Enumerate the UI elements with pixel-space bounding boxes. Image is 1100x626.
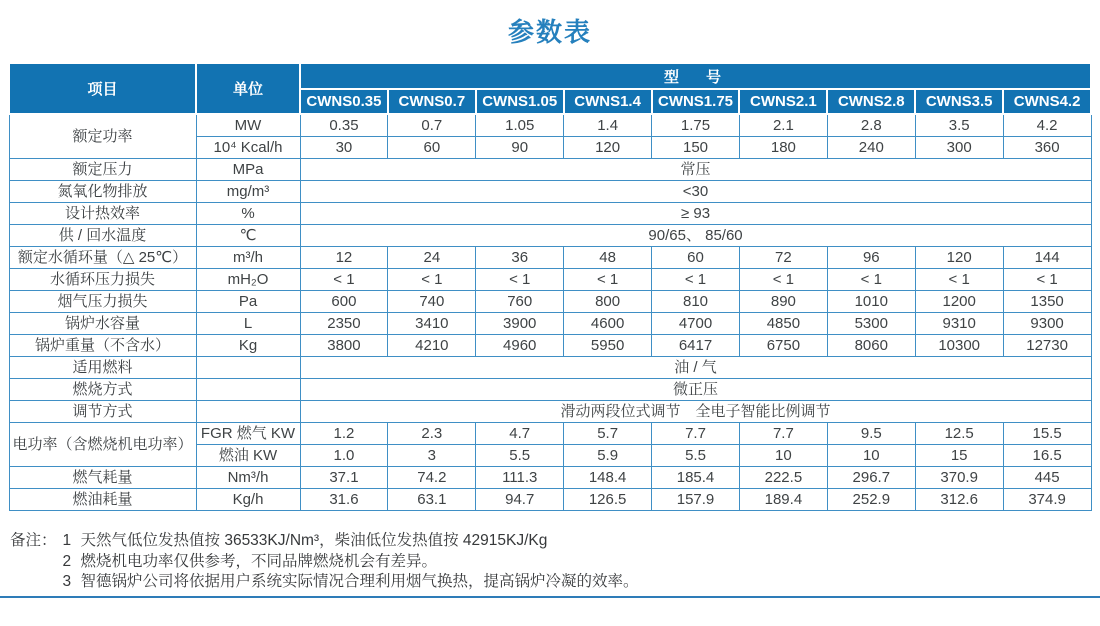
- merged-value-cell: 微正压: [300, 379, 1091, 401]
- unit-cell: 燃油 KW: [196, 445, 300, 467]
- value-cell: 12.5: [915, 423, 1003, 445]
- value-cell: 3.5: [915, 114, 1003, 137]
- value-cell: 9300: [1003, 313, 1091, 335]
- value-cell: 240: [827, 137, 915, 159]
- value-cell: < 1: [915, 269, 1003, 291]
- value-cell: 10300: [915, 335, 1003, 357]
- value-cell: < 1: [388, 269, 476, 291]
- unit-cell: [196, 357, 300, 379]
- value-cell: 7.7: [739, 423, 827, 445]
- table-row: [9, 467, 1091, 489]
- value-cell: 74.2: [388, 467, 476, 489]
- value-cell: 740: [388, 291, 476, 313]
- model-header-cell: CWNS2.8: [827, 89, 915, 114]
- value-cell: 31.6: [300, 489, 388, 511]
- value-cell: 312.6: [915, 489, 1003, 511]
- row-label: 调节方式: [9, 401, 196, 423]
- value-cell: 2.3: [388, 423, 476, 445]
- unit-cell: L: [196, 313, 300, 335]
- model-header-cell: CWNS1.4: [564, 89, 652, 114]
- value-cell: 157.9: [652, 489, 740, 511]
- merged-value-cell: 90/65、 85/60: [300, 225, 1091, 247]
- note-item: [63, 572, 639, 593]
- value-cell: 360: [1003, 137, 1091, 159]
- unit-cell: ℃: [196, 225, 300, 247]
- row-label: 额定功率: [9, 114, 196, 159]
- value-cell: 12: [300, 247, 388, 269]
- value-cell: 16.5: [1003, 445, 1091, 467]
- value-cell: 1.2: [300, 423, 388, 445]
- value-cell: 4960: [476, 335, 564, 357]
- value-cell: 0.7: [388, 114, 476, 137]
- page-title: 参数表: [507, 17, 592, 47]
- value-cell: 30: [300, 137, 388, 159]
- unit-cell: 10⁴ Kcal/h: [196, 137, 300, 159]
- value-cell: 15.5: [1003, 423, 1091, 445]
- value-cell: 90: [476, 137, 564, 159]
- unit-cell: Kg: [196, 335, 300, 357]
- note-number: 1: [62, 532, 72, 549]
- value-cell: 1.05: [476, 114, 564, 137]
- value-cell: 1.75: [652, 114, 740, 137]
- table-row: [9, 181, 1091, 203]
- value-cell: 800: [564, 291, 652, 313]
- table-row: [9, 313, 1091, 335]
- table-row: [9, 225, 1091, 247]
- value-cell: 1350: [1003, 291, 1091, 313]
- value-cell: 445: [1003, 467, 1091, 489]
- unit-cell: Kg/h: [196, 489, 300, 511]
- value-cell: 4600: [564, 313, 652, 335]
- value-cell: 12730: [1003, 335, 1091, 357]
- value-cell: 189.4: [739, 489, 827, 511]
- merged-value-cell: 油 / 气: [300, 357, 1091, 379]
- table-row: [9, 269, 1091, 291]
- value-cell: 1200: [915, 291, 1003, 313]
- value-cell: 48: [564, 247, 652, 269]
- value-cell: 2.8: [827, 114, 915, 137]
- value-cell: 6417: [652, 335, 740, 357]
- header-item: 项目: [9, 63, 196, 114]
- value-cell: 4210: [388, 335, 476, 357]
- unit-cell: MPa: [196, 159, 300, 181]
- value-cell: 5.7: [564, 423, 652, 445]
- unit-cell: MW: [196, 114, 300, 137]
- value-cell: 4850: [739, 313, 827, 335]
- model-header-cell: CWNS0.7: [388, 89, 476, 114]
- model-header-cell: CWNS3.5: [915, 89, 1003, 114]
- value-cell: 10: [739, 445, 827, 467]
- value-cell: 810: [652, 291, 740, 313]
- note-text: 燃烧机电功率仅供参考，不同品牌燃烧机会有差异。: [80, 552, 438, 570]
- value-cell: 24: [388, 247, 476, 269]
- table-row: [9, 114, 1091, 137]
- value-cell: 60: [388, 137, 476, 159]
- table-header: [9, 63, 1091, 114]
- value-cell: 252.9: [827, 489, 915, 511]
- header-model-group: 型 号: [300, 63, 1091, 89]
- value-cell: < 1: [300, 269, 388, 291]
- table-row: [9, 159, 1091, 181]
- table-row: [9, 335, 1091, 357]
- value-cell: 72: [739, 247, 827, 269]
- row-label: 烟气压力损失: [9, 291, 196, 313]
- value-cell: < 1: [739, 269, 827, 291]
- model-header-cell: CWNS4.2: [1003, 89, 1091, 114]
- bottom-divider: [0, 596, 1100, 598]
- value-cell: < 1: [652, 269, 740, 291]
- value-cell: 600: [300, 291, 388, 313]
- table-row: [9, 489, 1091, 511]
- value-cell: 3900: [476, 313, 564, 335]
- value-cell: < 1: [564, 269, 652, 291]
- notes-prefix: 备注：: [10, 532, 57, 549]
- value-cell: 6750: [739, 335, 827, 357]
- value-cell: 15: [915, 445, 1003, 467]
- value-cell: 3800: [300, 335, 388, 357]
- value-cell: 144: [1003, 247, 1091, 269]
- value-cell: 7.7: [652, 423, 740, 445]
- value-cell: 0.35: [300, 114, 388, 137]
- value-cell: 148.4: [564, 467, 652, 489]
- row-label: 额定压力: [9, 159, 196, 181]
- value-cell: 5.9: [564, 445, 652, 467]
- row-label: 水循环压力损失: [9, 269, 196, 291]
- row-label: 额定水循环量（△ 25℃）: [9, 247, 196, 269]
- note-item: [63, 531, 639, 552]
- value-cell: < 1: [1003, 269, 1091, 291]
- value-cell: 5.5: [476, 445, 564, 467]
- table-row: [9, 423, 1091, 445]
- model-header-cell: CWNS0.35: [300, 89, 388, 114]
- table-row: [9, 291, 1091, 313]
- value-cell: 60: [652, 247, 740, 269]
- value-cell: 3: [388, 445, 476, 467]
- unit-cell: mH₂O: [196, 269, 300, 291]
- row-label: 燃油耗量: [9, 489, 196, 511]
- value-cell: 4.7: [476, 423, 564, 445]
- table-row: [9, 379, 1091, 401]
- note-item: [63, 552, 639, 573]
- value-cell: 36: [476, 247, 564, 269]
- notes: [10, 531, 639, 593]
- value-cell: < 1: [827, 269, 915, 291]
- table-row: [9, 401, 1091, 423]
- value-cell: < 1: [476, 269, 564, 291]
- value-cell: 2.1: [739, 114, 827, 137]
- value-cell: 126.5: [564, 489, 652, 511]
- note-number: 3: [62, 573, 72, 590]
- unit-cell: %: [196, 203, 300, 225]
- value-cell: 296.7: [827, 467, 915, 489]
- value-cell: 4.2: [1003, 114, 1091, 137]
- header-unit: 单位: [196, 63, 300, 114]
- unit-cell: Pa: [196, 291, 300, 313]
- value-cell: 63.1: [388, 489, 476, 511]
- note-number: 2: [62, 552, 72, 570]
- value-cell: 1.0: [300, 445, 388, 467]
- value-cell: 180: [739, 137, 827, 159]
- row-label: 设计热效率: [9, 203, 196, 225]
- value-cell: 37.1: [300, 467, 388, 489]
- row-label: 锅炉重量（不含水）: [9, 335, 196, 357]
- unit-cell: mg/m³: [196, 181, 300, 203]
- unit-cell: [196, 379, 300, 401]
- value-cell: 96: [827, 247, 915, 269]
- row-label: 锅炉水容量: [9, 313, 196, 335]
- table-body: [9, 114, 1091, 511]
- note-text: 智德锅炉公司将依据用户系统实际情况合理利用烟气换热，提高锅炉冷凝的效率。: [80, 573, 639, 590]
- value-cell: 10: [827, 445, 915, 467]
- value-cell: 120: [915, 247, 1003, 269]
- notes-items: [63, 531, 639, 593]
- table-row: [9, 203, 1091, 225]
- value-cell: 2350: [300, 313, 388, 335]
- table-row: [9, 247, 1091, 269]
- row-label: 燃烧方式: [9, 379, 196, 401]
- value-cell: 3410: [388, 313, 476, 335]
- row-label: 电功率（含燃烧机电功率）: [9, 423, 196, 467]
- merged-value-cell: ≥ 93: [300, 203, 1091, 225]
- unit-cell: FGR 燃气 KW: [196, 423, 300, 445]
- row-label: 供 / 回水温度: [9, 225, 196, 247]
- merged-value-cell: <30: [300, 181, 1091, 203]
- spec-table: [8, 62, 1092, 511]
- model-header-cell: CWNS1.05: [476, 89, 564, 114]
- value-cell: 111.3: [476, 467, 564, 489]
- model-header-cell: CWNS1.75: [652, 89, 740, 114]
- row-label: 燃气耗量: [9, 467, 196, 489]
- value-cell: 5950: [564, 335, 652, 357]
- value-cell: 9310: [915, 313, 1003, 335]
- value-cell: 4700: [652, 313, 740, 335]
- value-cell: 374.9: [1003, 489, 1091, 511]
- table-row: [9, 357, 1091, 379]
- unit-cell: m³/h: [196, 247, 300, 269]
- unit-cell: Nm³/h: [196, 467, 300, 489]
- value-cell: 222.5: [739, 467, 827, 489]
- row-label: 适用燃料: [9, 357, 196, 379]
- row-label: 氮氧化物排放: [9, 181, 196, 203]
- unit-cell: [196, 401, 300, 423]
- header-group-row: [9, 63, 1091, 89]
- value-cell: 1010: [827, 291, 915, 313]
- value-cell: 9.5: [827, 423, 915, 445]
- value-cell: 890: [739, 291, 827, 313]
- value-cell: 120: [564, 137, 652, 159]
- value-cell: 5.5: [652, 445, 740, 467]
- model-header-cell: CWNS2.1: [739, 89, 827, 114]
- value-cell: 8060: [827, 335, 915, 357]
- note-text: 天然气低位发热值按 36533KJ/Nm³，柴油低位发热值按 42915KJ/Kg: [80, 532, 548, 549]
- value-cell: 760: [476, 291, 564, 313]
- value-cell: 150: [652, 137, 740, 159]
- value-cell: 370.9: [915, 467, 1003, 489]
- value-cell: 300: [915, 137, 1003, 159]
- value-cell: 185.4: [652, 467, 740, 489]
- merged-value-cell: 滑动两段位式调节 全电子智能比例调节: [300, 401, 1091, 423]
- value-cell: 5300: [827, 313, 915, 335]
- value-cell: 1.4: [564, 114, 652, 137]
- merged-value-cell: 常压: [300, 159, 1091, 181]
- value-cell: 94.7: [476, 489, 564, 511]
